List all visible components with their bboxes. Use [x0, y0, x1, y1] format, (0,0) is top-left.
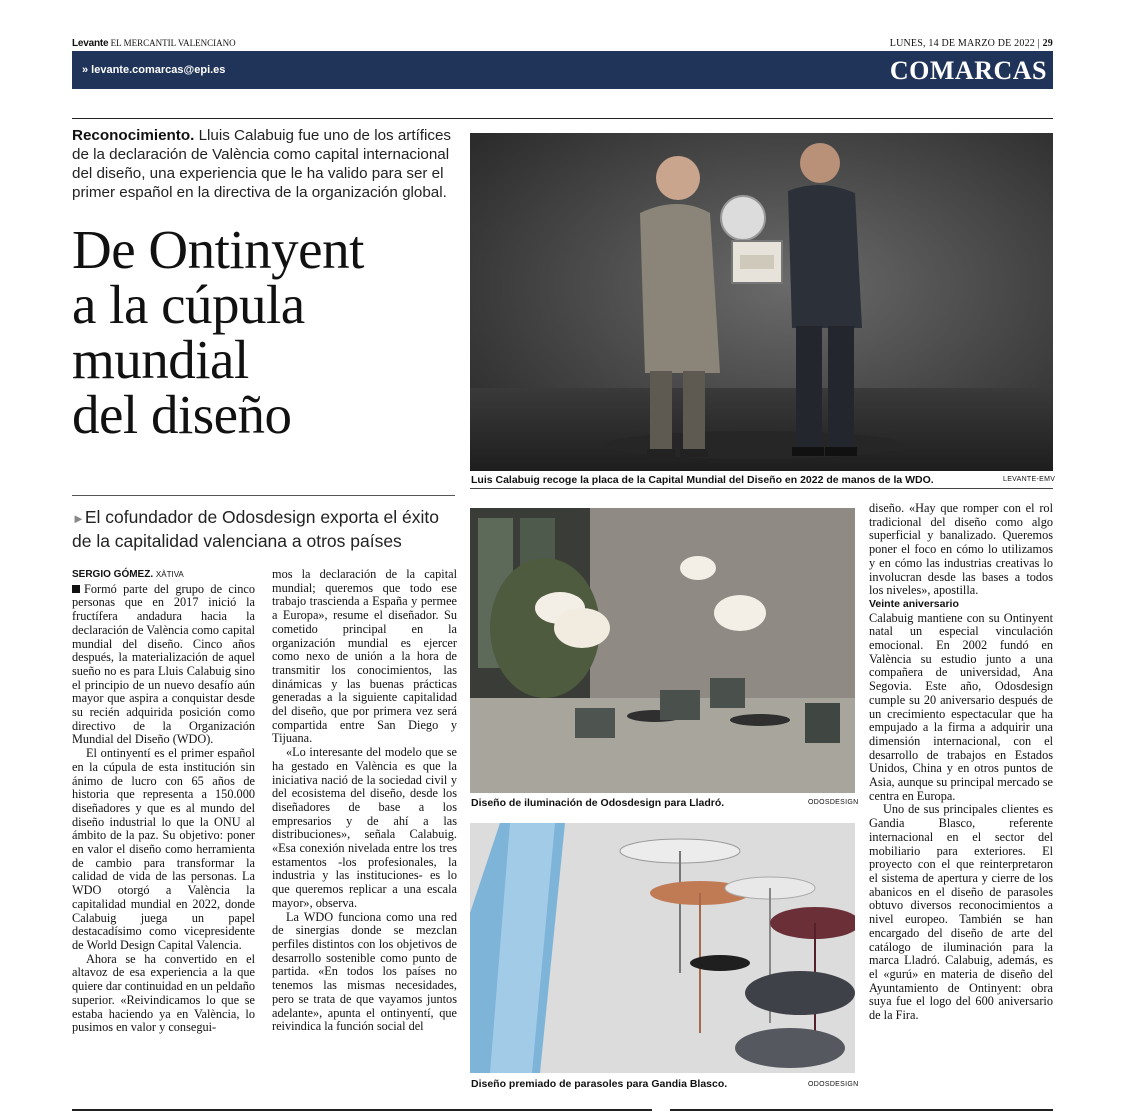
- main-photo: [470, 133, 1053, 471]
- section-bar: [72, 51, 1053, 89]
- masthead-brand: Levante: [72, 38, 109, 49]
- dateline: LUNES, 14 DE MARZO DE 2022 | 29: [889, 38, 1053, 49]
- article-intro: [72, 126, 462, 202]
- lamps-photo: [470, 508, 855, 793]
- caption-rule: [470, 488, 1053, 489]
- award-ceremony-image: [470, 133, 1053, 471]
- parasols-photo-caption: Diseño premiado de parasoles para Gandia Blasco.: [471, 1078, 728, 1090]
- paragraph: diseño. «Hay que romper con el rol tradicional del diseño como algo superficial y banalizado. Queremos poner el foco en cómo lo utilizamos y en cómo las industrias creativas lo involucran desde las bases a todos los niveles», apostilla.: [869, 501, 1053, 598]
- intro-label: Reconocimiento.: [72, 127, 195, 144]
- headline: [72, 219, 462, 445]
- article-column-1: [72, 568, 255, 1035]
- masthead: [72, 38, 236, 49]
- paragraph: El ontinyentí es el primer español en la cúpula de esta institución sin ánimo de lucro con 65 años de historia que representa a 150.000 diseñadores y que es al mundo del diseño industrial lo que la ONU al ámbito de la paz. Su objetivo: poner en valor el diseño como herramienta de cambio para transformar la calidad de vida de las personas. La WDO otorgó a València la capitalidad mundial en 2022, donde Calabuig juega un papel destacadísimo como vicepresidente de World Design Capital Valencia.: [72, 746, 255, 952]
- byline-author: SERGIO GÓMEZ.: [72, 569, 154, 580]
- headline-line: a la cúpula: [72, 274, 305, 335]
- paragraph: La WDO funciona como una red de sinergias donde se mezclan perfiles distintos con los objetivos de desarrollo sostenible como punto de partida. «En todos los países no tenemos las mismas necesidades, pero se trata de que vayamos juntos adelante», apunta el ontinyentí, que reivindica la función social del: [272, 909, 457, 1034]
- lighting-interior-image: [470, 508, 855, 793]
- masthead-sub: EL MERCANTIL VALENCIANO: [110, 38, 236, 48]
- subhead-text: El cofundador de Odosdesign exporta el éxito de la capitalidad valenciana a otros países: [72, 507, 439, 551]
- parasols-photo: [470, 823, 855, 1073]
- paragraph: Ahora se ha convertido en el altavoz de esa experiencia a la que quiere dar continuidad en un peldaño superior. «Reivindicamos lo que se estaba haciendo ya en València, lo pusimos en valor y consegui-: [72, 951, 255, 1035]
- headline-line: del diseño: [72, 384, 292, 445]
- article-column-3: [869, 502, 1053, 1023]
- top-rule: [72, 118, 1053, 119]
- main-photo-caption: Luis Calabuig recoge la placa de la Capital Mundial del Diseño en 2022 de manos de la WDO.: [471, 474, 934, 486]
- byline-place: XÀTIVA: [155, 570, 184, 579]
- subhead: [72, 506, 462, 552]
- section-email[interactable]: » levante.comarcas@epi.es: [82, 64, 226, 76]
- paragraph: Formó parte del grupo de cinco personas que en 2017 inició la fructífera andadura hacia la declaración de València como capital mundial del diseño. Cinco años después, la materialización de aquel sueño no es para Lluis Calabuig sino el principio de un nuevo desafío aún mayor que aspira a conquistar desde su recién adquirida posición como directivo de la Organización Mundial del Diseño (WDO).: [72, 581, 255, 747]
- subsection-title: Veinte aniversario: [869, 597, 959, 610]
- paragraph: «Lo interesante del modelo que se ha gestado en València es que la iniciativa nació de la sociedad civil y del ecosistema del diseño, desde los diseñadores de base a los empresarios y de ahí a las distribuciones», señala Calabuig. «Esa conexión nivelada entre los tres estamentos -los profesionales, la industria y las instituciones- es lo que queremos replicar a una escala mayor», observa.: [272, 745, 457, 910]
- bottom-rule-left: [72, 1109, 652, 1111]
- headline-line: mundial: [72, 329, 249, 390]
- parasols-image: [470, 823, 855, 1073]
- date: LUNES, 14 DE MARZO DE 2022: [889, 38, 1035, 49]
- bottom-rule-right: [670, 1109, 1053, 1111]
- article-column-2: [272, 568, 457, 1034]
- byline: [72, 568, 255, 582]
- square-bullet-icon: [72, 585, 80, 593]
- paragraph: mos la declaración de la capital mundial; queremos que todo ese trabajo trascienda a España y permee a Europa», resume el diseñador. Su cometido principal en la organización mundial es ejercer como nexo de unión a la hora de transmitir los conocimientos, las dinámicas y las buenas prácticas generadas a la siguiente capitalidad del diseño, que por primera vez será compartida entre San Diego y Tijuana.: [272, 567, 457, 746]
- headline-line: De Ontinyent: [72, 219, 364, 280]
- lamps-photo-caption: Diseño de iluminación de Odosdesign para Lladró.: [471, 797, 725, 809]
- paragraph: Calabuig mantiene con su Ontinyent natal un especial vinculación emocional. En 2002 fundó en València su estudio junto a una compañera de universidad, Ana Segovia. Este año, Odosdesign cumple su 20 aniversario después de un crecimiento espectacular que ha empujado a la firma a adquirir una dimensión internacional, con el desarrollo de trabajos en Estados Unidos, China y en otros puntos de Asia, aunque su principal mercado se centra en Europa.: [869, 610, 1053, 803]
- headline-rule: [72, 495, 455, 496]
- section-name: COMARCAS: [889, 56, 1047, 85]
- triangle-icon: ►: [72, 511, 85, 526]
- paragraph: Uno de sus principales clientes es Gandia Blasco, referente internacional en el sector del mobiliario para exteriores. El proyecto con el que reinterpretaron el sistema de apertura y cierre de los abanicos en el diseño de parasoles obtuvo diversos reconocimientos a nivel europeo. También se han encargado del diseño de arte del catálogo de iluminación para la marca Lladró. Calabuig, además, es el «gurú» en materia de diseño del Ayuntamiento de Ontinyent: obra suya fue el logo del 600 aniversario de la Fira.: [869, 802, 1053, 1023]
- lamps-photo-credit: ODOSDESIGN: [808, 799, 859, 806]
- page-number: 29: [1042, 38, 1053, 49]
- main-photo-credit: LEVANTE-EMV: [1003, 476, 1056, 483]
- intro-text: Lluis Calabuig fue uno de los artífices de la declaración de València como capital internacional del diseño, una experiencia que le ha valido para ser el primer español en la directiva de la organización global.: [72, 127, 452, 201]
- parasols-photo-credit: ODOSDESIGN: [808, 1081, 859, 1088]
